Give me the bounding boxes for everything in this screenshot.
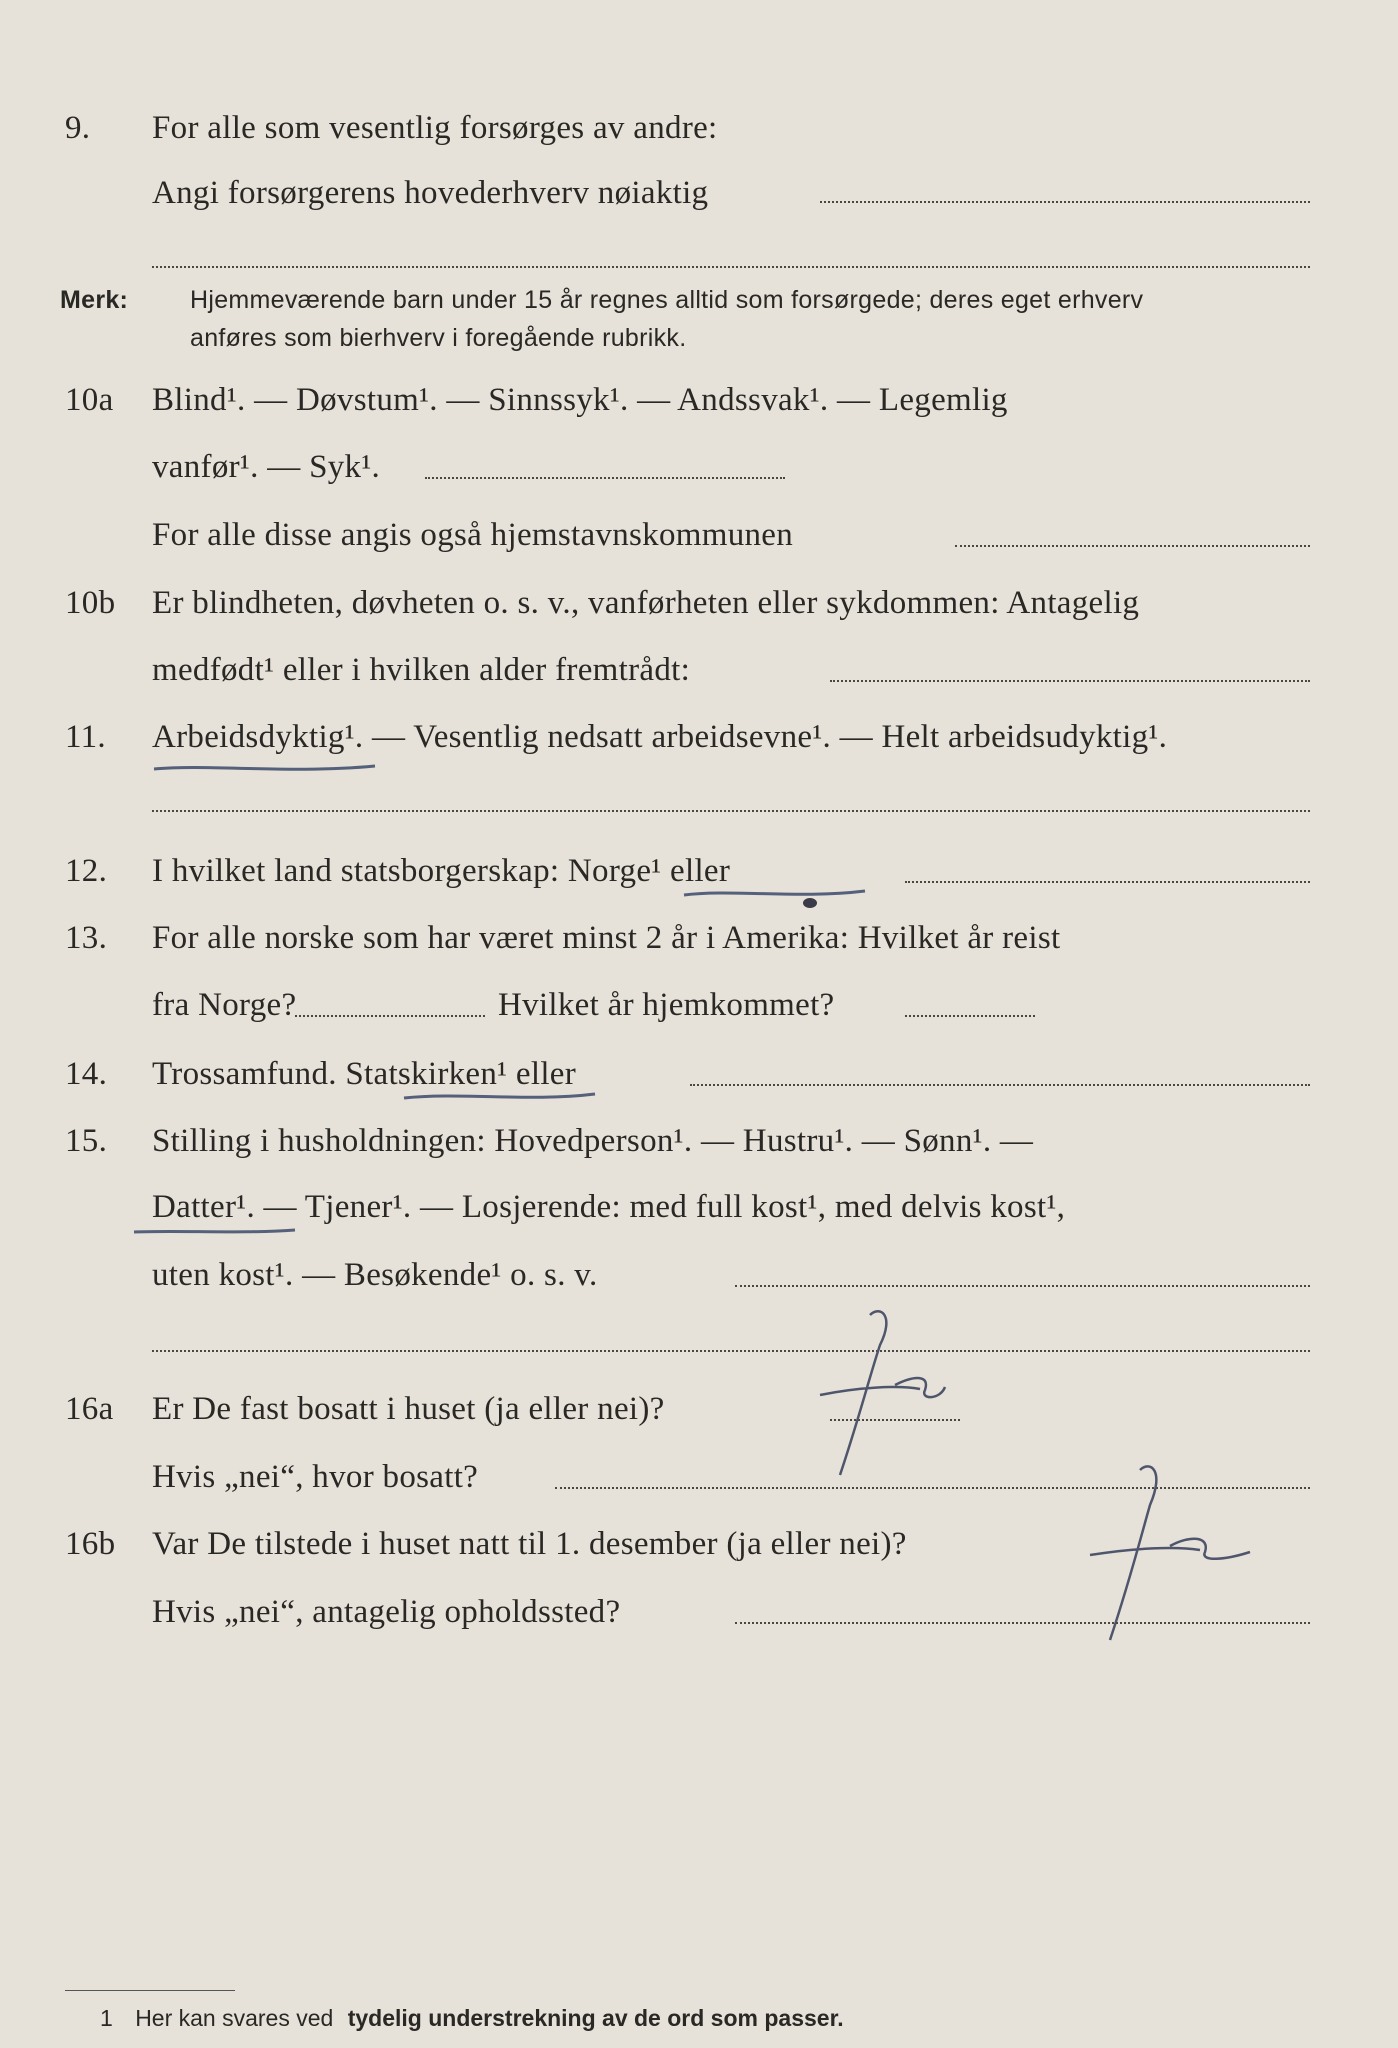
q13-text1: For alle norske som har været minst 2 år i Amerika: Hvilket år reist: [152, 920, 1061, 956]
q16b-text2: Hvis „nei“, antagelig opholdssted?: [152, 1594, 621, 1630]
q10a-text3: For alle disse angis også hjemstavnskommunen: [152, 517, 794, 553]
q9-number: 9.: [65, 110, 91, 146]
q10b-number: 10b: [65, 585, 116, 621]
q9-text2: Angi forsørgerens hovederhverv nøiaktig: [152, 175, 709, 211]
q12-text1: I hvilket land statsborgerskap: Norge¹ eller: [152, 853, 731, 889]
q10b-text2: medfødt¹ eller i hvilken alder fremtrådt:: [152, 652, 691, 688]
q13-reist-answer-line[interactable]: [295, 1015, 485, 1017]
merk-label: Merk:: [60, 286, 129, 314]
q10a-kommune-answer-line[interactable]: [955, 545, 1310, 547]
q13-number: 13.: [65, 920, 108, 956]
q15-text2: Datter¹. — Tjener¹. — Losjerende: med full kost¹, med delvis kost¹,: [152, 1189, 1066, 1225]
q13-text2a: fra Norge?: [152, 987, 297, 1023]
q12-number: 12.: [65, 853, 108, 889]
q15-handwritten-underline: [130, 1222, 300, 1240]
q16b-opholdssted-answer-line[interactable]: [735, 1622, 1310, 1624]
q11-extra-line[interactable]: [152, 810, 1310, 812]
q11-handwritten-underline: [150, 760, 380, 776]
q16a-text1: Er De fast bosatt i huset (ja eller nei)?: [152, 1391, 665, 1427]
q16b-text1: Var De tilstede i huset natt til 1. desember (ja eller nei)?: [152, 1526, 907, 1562]
q10a-text1: Blind¹. — Døvstum¹. — Sinnssyk¹. — Andssvak¹. — Legemlig: [152, 382, 1008, 418]
q11-text1: Arbeidsdyktig¹. — Vesentlig nedsatt arbeidsevne¹. — Helt arbeidsudyktig¹.: [152, 719, 1168, 755]
q16b-answer-value: Ja: [1065, 1460, 1066, 1461]
q10b-answer-line[interactable]: [830, 680, 1310, 682]
q15-answer-line[interactable]: [735, 1285, 1310, 1287]
q14-text1: Trossamfund. Statskirken¹ eller: [152, 1056, 577, 1092]
q10b-text1: Er blindheten, døvheten o. s. v., vanførheten eller sykdommen: Antagelig: [152, 585, 1140, 621]
q15-text1: Stilling i husholdningen: Hovedperson¹. — Hustru¹. — Sønn¹. —: [152, 1123, 1034, 1159]
q16b-number: 16b: [65, 1526, 116, 1562]
merk-text1: Hjemmeværende barn under 15 år regnes alltid som forsørgede; deres eget erhverv: [190, 286, 1144, 314]
q13-text2b: Hvilket år hjemkommet?: [498, 987, 835, 1023]
footnote-text-a: Her kan svares ved: [135, 2005, 334, 2031]
q10a-syk-answer-line[interactable]: [425, 477, 785, 479]
merk-text2: anføres som bierhverv i foregående rubrikk.: [190, 324, 687, 352]
q13-hjemkommet-answer-line[interactable]: [905, 1015, 1035, 1017]
q15-extra-line[interactable]: [152, 1350, 1310, 1352]
footnote-mark: 1: [100, 2005, 113, 2031]
q15-number: 15.: [65, 1123, 108, 1159]
q16a-text2: Hvis „nei“, hvor bosatt?: [152, 1459, 479, 1495]
q14-handwritten-underline: [400, 1088, 600, 1104]
q14-number: 14.: [65, 1056, 108, 1092]
q10a-text2: vanfør¹. — Syk¹.: [152, 449, 381, 485]
q15-text3: uten kost¹. — Besøkende¹ o. s. v.: [152, 1257, 598, 1293]
q9-text1: For alle som vesentlig forsørges av andre:: [152, 110, 718, 146]
q16a-handwritten-answer: [800, 1305, 950, 1495]
q16a-answer-value: Ja: [800, 1305, 801, 1306]
footnote-rule: [65, 1990, 235, 1991]
q12-answer-line[interactable]: [905, 881, 1310, 883]
q9-answer-line[interactable]: [820, 201, 1310, 203]
footnote-text-b: tydelig understrekning av de ord som passer.: [347, 2005, 844, 2031]
q14-answer-line[interactable]: [690, 1084, 1310, 1086]
q11-number: 11.: [65, 719, 106, 755]
q16a-number: 16a: [65, 1391, 114, 1427]
q12-handwritten-underline: [680, 885, 870, 913]
q10a-number: 10a: [65, 382, 114, 418]
q9-extra-line[interactable]: [152, 266, 1310, 268]
footnote: [100, 2005, 844, 2032]
